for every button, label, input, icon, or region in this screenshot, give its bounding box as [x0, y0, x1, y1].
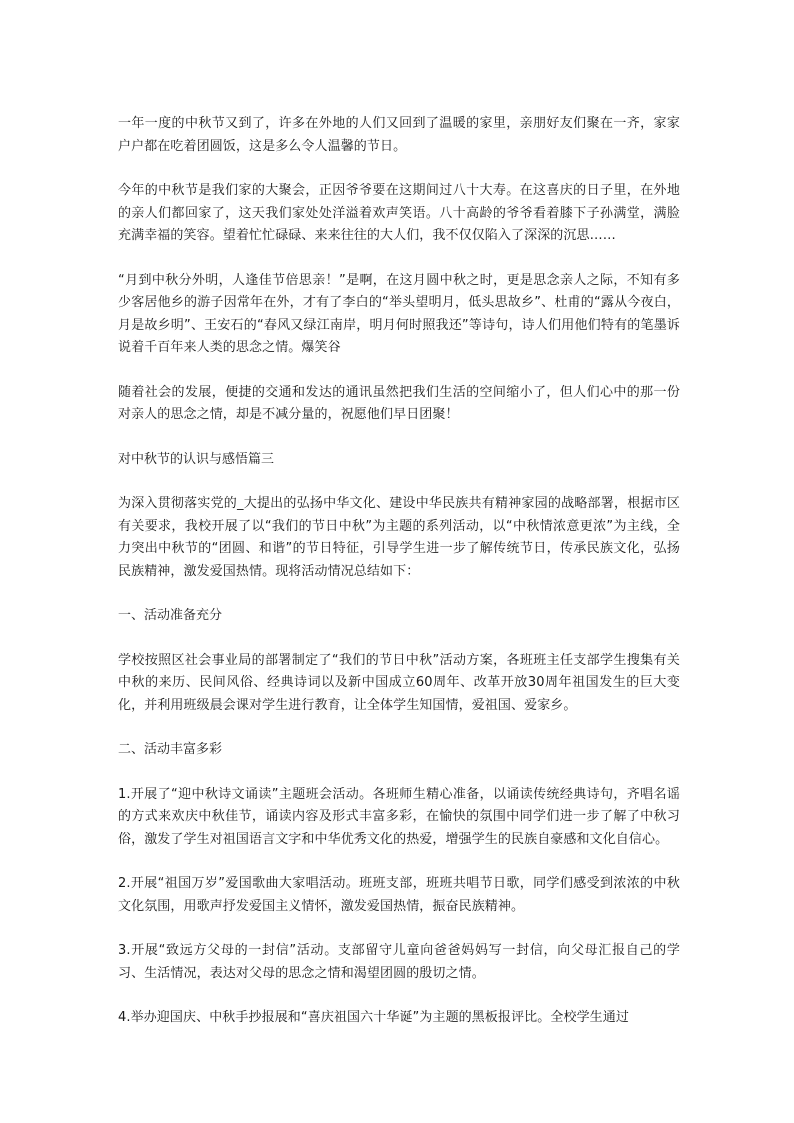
- paragraph-preparation: 学校按照区社会事业局的部署制定了“我们的节日中秋”活动方案，各班班主任支部学生搜集有关中秋的来历、民间风俗、经典诗词以及新中国成立60周年、改革开放30周年祖国发生的巨大变化，并利用班级晨会课对学生进行教育，让全体学生知国情，爱祖国、爱家乡。: [118, 652, 680, 713]
- paragraph-activity-3: 3.开展“致远方父母的一封信”活动。支部留守儿童向爸爸妈妈写一封信，向父母汇报自己的学习、生活情况，表达对父母的思念之情和渴望团圆的殷切之情。: [118, 943, 680, 981]
- section-heading-activities: 二、活动丰富多彩: [118, 742, 223, 757]
- paragraph-activity-2: 2.开展“祖国万岁”爱国歌曲大家唱活动。班班支部，班班共唱节日歌，同学们感受到浓浓的中秋文化氛围，用歌声抒发爱国主义情怀，激发爱国热情，振奋民族精神。: [118, 876, 680, 914]
- paragraph-poems: “月到中秋分外明，人逢佳节倍思亲！”是啊，在这月圆中秋之时，更是思念亲人之际，不知有多少客居他乡的游子因常年在外，才有了李白的“举头望明月，低头思故乡”、杜甫的“露从今夜白，月是故乡明”、王安石的“春风又绿江南岸，明月何时照我还”等诗句，诗人们用他们特有的笔墨诉说着千百年来人类的思念之情。爆笑谷: [118, 272, 680, 355]
- paragraph-activity-4: 4.举办迎国庆、中秋手抄报展和“喜庆祖国六十华诞”为主题的黑板报评比。全校学生通过: [118, 1010, 629, 1025]
- paragraph-society: 随着社会的发展，便捷的交通和发达的通讯虽然把我们生活的空间缩小了，但人们心中的那一份对亲人的思念之情，却是不减分量的，祝愿他们早日团聚！: [118, 384, 680, 422]
- section-heading-preparation: 一、活动准备充分: [118, 608, 223, 623]
- document-body: [118, 113, 680, 1052]
- paragraph-intro: 一年一度的中秋节又到了，许多在外地的人们又回到了温暖的家里，亲朋好友们聚在一齐，家家户户都在吃着团圆饭，这是多么令人温馨的节日。: [118, 116, 680, 154]
- paragraph-family-gathering: 今年的中秋节是我们家的大聚会，正因爷爷要在这期间过八十大寿。在这喜庆的日子里，在外地的亲人们都回家了，这天我们家处处洋溢着欢声笑语。八十高龄的爷爷看着膝下子孙满堂，满脸充满幸福的笑容。望着忙忙碌碌、来来往往的大人们，我不仅仅陷入了深深的沉思……: [118, 183, 680, 243]
- section-title-part-three: 对中秋节的认识与感悟篇三: [118, 451, 275, 467]
- paragraph-activity-1: 1.开展了“迎中秋诗文诵读”主题班会活动。各班师生精心准备，以诵读传统经典诗句，齐唱名谣的方式来欢庆中秋佳节，诵读内容及形式丰富多彩，在愉快的氛围中同学们进一步了解了中秋习俗，激发了学生对祖国语言文字和中华优秀文化的热爱，增强学生的民族自豪感和文化自信心。: [118, 786, 680, 847]
- paragraph-activity-overview: 为深入贯彻落实党的_大提出的弘扬中华文化、建设中华民族共有精神家园的战略部署，根据市区有关要求，我校开展了以“我们的节日中秋”为主题的系列活动，以“中秋情浓意更浓”为主线，全力突出中秋节的“团圆、和谐”的节日特征，引导学生进一步了解传统节日，传承民族文化，弘扬民族精神，激发爱国热情。现将活动情况总结如下：: [118, 496, 680, 579]
